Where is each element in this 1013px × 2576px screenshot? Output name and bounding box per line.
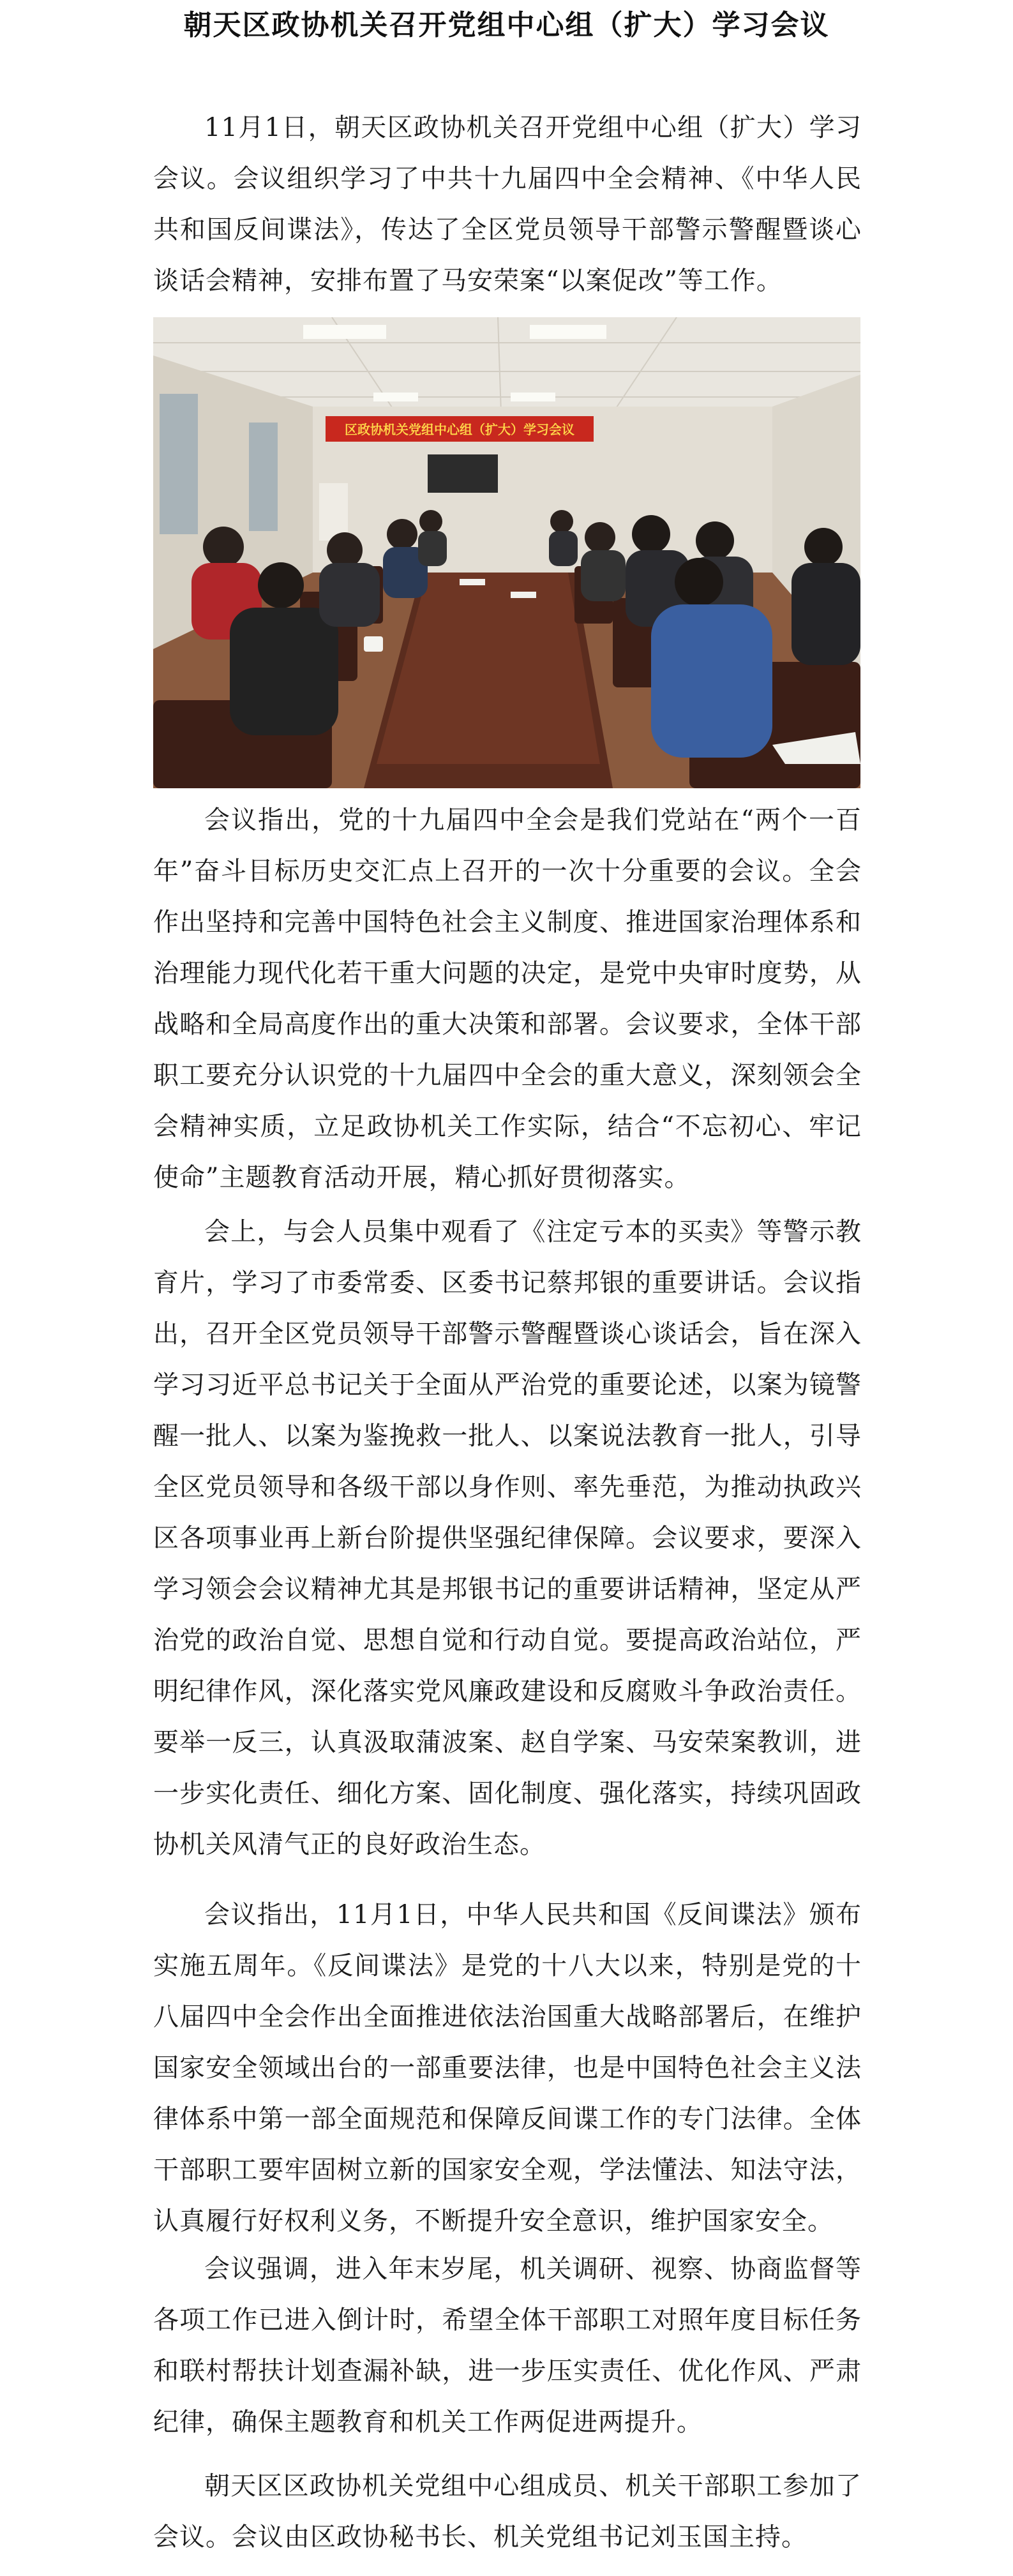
article-paragraph-5: 会议强调，进入年末岁尾，机关调研、视察、协商监督等各项工作已进入倒计时，希望全体干部职工对照年度目标任务和联村帮扶计划查漏补缺，进一步压实责任、优化作风、严肃纪律，确保主题教育和机关工作两促进两提升。 — [153, 2254, 862, 2437]
article-paragraph-4: 会议指出，11月1日，中华人民共和国《反间谍法》颁布实施五周年。《反间谍法》是党的十八大以来，特别是党的十八届四中全会作出全面推进依法治国重大战略部署后，在维护国家安全领域出台的一部重要法律，也是中国特色社会主义法律体系中第一部全面规范和保障反间谍工作的专门法律。全体干部职工要牢固树立新的国家安全观，学法懂法、知法守法，认真履行好权利义务，不断提升安全意识，维护国家安全。 — [153, 1900, 862, 2236]
meeting-photo — [153, 317, 860, 788]
tv-screen — [428, 454, 498, 493]
article-paragraph-2: 会议指出，党的十九届四中全会是我们党站在“两个一百年”奋斗目标历史交汇点上召开的一次十分重要的会议。全会作出坚持和完善中国特色社会主义制度、推进国家治理体系和治理能力现代化若干重大问题的决定，是党中央审时度势，从战略和全局高度作出的重大决策和部署。会议要求，全体干部职工要充分认识党的十九届四中全会的重大意义，深刻领会全会精神实质，立足政协机关工作实际，结合“不忘初心、牢记使命”主题教育活动开展，精心抓好贯彻落实。 — [153, 805, 862, 1192]
article-paragraph-3: 会上，与会人员集中观看了《注定亏本的买卖》等警示教育片，学习了市委常委、区委书记蔡邦银的重要讲话。会议指出，召开全区党员领导干部警示警醒暨谈心谈话会，旨在深入学习习近平总书记关于全面从严治党的重要论述，以案为镜警醒一批人、以案为鉴挽救一批人、以案说法教育一批人，引导全区党员领导和各级干部以身作则、率先垂范，为推动执政兴区各项事业再上新台阶提供坚强纪律保障。会议要求，要深入学习领会会议精神尤其是邦银书记的重要讲话精神，坚定从严治党的政治自觉、思想自觉和行动自觉。要提高政治站位，严明纪律作风，深化落实党风廉政建设和反腐败斗争政治责任。要举一反三，认真汲取蒲波案、赵自学案、马安荣案教训，进一步实化责任、细化方案、固化制度、强化落实，持续巩固政协机关风清气正的良好政治生态。 — [153, 1217, 862, 1859]
article-paragraph-1: 11月1日，朝天区政协机关召开党组中心组（扩大）学习会议。会议组织学习了中共十九届四中全会精神、《中华人民共和国反间谍法》，传达了全区党员领导干部警示警醒暨谈心谈话会精神，安排布置了马安荣案“以案促改”等工作。 — [153, 113, 862, 296]
meeting-banner-text: 区政协机关党组中心组（扩大）学习会议 — [345, 422, 574, 437]
article-paragraph-6: 朝天区区政协机关党组中心组成员、机关干部职工参加了会议。会议由区政协秘书长、机关党组书记刘玉国主持。 — [153, 2471, 862, 2552]
article-title: 朝天区政协机关召开党组中心组（扩大）学习会议 — [183, 9, 830, 41]
